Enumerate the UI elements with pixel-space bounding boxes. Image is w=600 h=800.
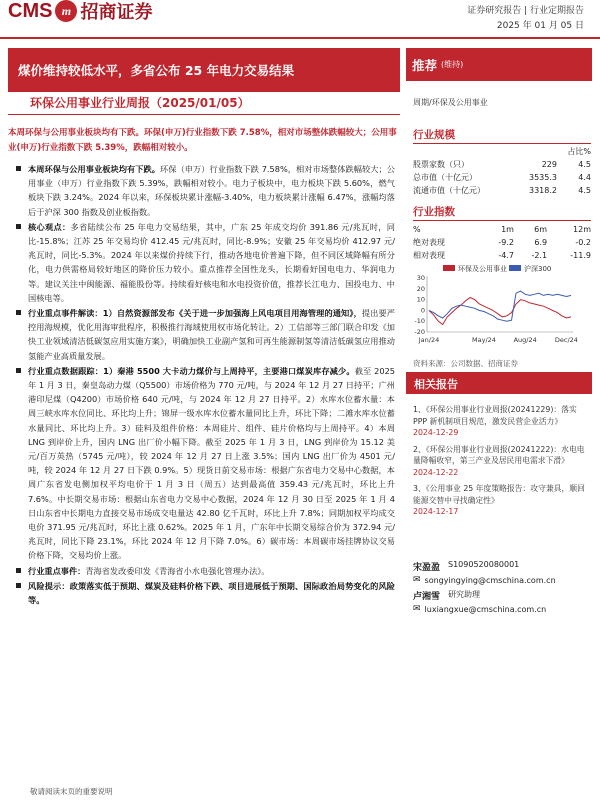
bullet-text: 截至 2025 年 1 月 3 日，秦皇岛动力煤（Q5500）市场价格为 770 元/吨，与 2024 年 12 月 27 日持平；广州港印尼煤（Q4200）市场价格 640 元/吨，与 2024 年 12 月 27 日持平。2）水库水位蓄水量：本周三峡水库水位同比、环比均上升；锦屏一级水库水位蓄水量同比上升，环比下降；二滩水库水位蓄水量同比、环比均上升。3）硅料及组件价格：本周硅片、组件、硅片价格均与上周持平。4）本周 LNG 到岸价上升，国内 LNG 出厂价小幅下降。截至 2025 年 1 月 3 日，LNG 到岸价为 15.12 美元/百万英热（5745 元/吨），较 2024 年 12 月 27 日上涨 3.5%；国内 LNG 出厂价为 4501 元/吨，较 2024 年 12 月 27 日下跌 0.9%。5）现货日前交易市场：根据广东省电力交易中心数据，本周广东省发电侧加权平均电价于 1 月 3 日（周五）达到最高值 359.43 元/兆瓦时，环比上升 7.6%。中长期交易市场：根据山东省电力交易中心数据，2024 年 12 月 30 日至 2025 年 1 月 4 日山东省中长期电力直接交易市场成交电量达 42.80 亿千瓦时，环比上升 7.8%；同期加权平均成交电价 371.95 元/兆瓦时，环比上涨 0.62%。2025 年 1 月，广东年中长期交易综合价为 372.94 元/兆瓦时，同比下降 23.1%，环比 2024 年 12 月下降 7.0%。6）碳市场：本周碳市场挂牌协议交易价格下降，交易均价上涨。 — [28, 365, 395, 561]
bullet-item — [28, 162, 395, 219]
industry-index-title: 行业指数 — [413, 206, 455, 218]
table-row: 绝对表现 -9.2 6.9 -0.2 — [413, 238, 591, 247]
bullet-bold: 核心观点： — [28, 221, 71, 232]
analyst-row — [413, 589, 591, 602]
industry-scale-table — [413, 145, 591, 197]
legend-label: 沪深300 — [524, 265, 552, 273]
report-subtitle: 环保公用事业行业周报（2025/01/05） — [30, 96, 250, 110]
bullet-text: 环保（申万）行业指数下跌 7.58%，相对市场整体跌幅较大；公用事业（申万）行业指数下跌 5.39%，跌幅相对较小。电力子板块中，电力板块下跌 5.60%，燃气板块下跌 3.24%。2024 年以来，环保板块累计涨幅-3.40%，电力板块累计涨幅 6.47%，涨幅均落后于沪深 300 指数及创业板指数。 — [28, 164, 395, 217]
related-report-date: 2024-12-29 — [413, 428, 459, 437]
report-title: 煤价维持较低水平，多省公布 25 年电力交易结果 — [8, 48, 400, 92]
table-row: 总市值（十亿元） 3535.3 4.4 — [413, 173, 591, 182]
x-tick-label: May/24 — [472, 336, 496, 344]
report-body — [28, 162, 395, 608]
bullet-item — [28, 306, 395, 363]
bullet-item — [28, 579, 395, 607]
scale-col-header: 占比% — [567, 147, 591, 156]
bullet-bold: 行业重点事件： — [28, 565, 86, 576]
analyst-email-row — [413, 573, 591, 587]
related-reports-list — [413, 404, 591, 523]
related-report-title: 2、《环保公用事业行业周报(20241222)：水电电量降幅收窄，第三产业及居民用电需求下滑》 — [413, 444, 585, 465]
bullet-text: 青海省发改委印发《青海省小水电强化管理办法》。 — [85, 565, 270, 576]
related-report-date: 2024-12-17 — [413, 507, 459, 516]
related-reports-title: 相关报告 — [414, 378, 458, 391]
analyst-row — [413, 560, 591, 573]
summary-paragraph: 本周环保与公用事业板块均有下跌。环保(申万)行业指数下跌 7.58%，相对市场整体跌幅较大；公用事业(申万)行业指数下跌 5.39%，跌幅相对较小。 — [8, 128, 397, 153]
analyst-id: S1090520080001 — [448, 560, 520, 569]
y-tick-label: -20 — [414, 328, 425, 336]
bullet-bold: 行业重点事件解读：1）自然资源部发布《关于进一步加强海上风电项目用海管理的通知》， — [28, 308, 362, 319]
subtitle-divider — [8, 114, 400, 115]
industry-index-table — [413, 223, 591, 262]
y-tick-label: 30 — [416, 274, 425, 283]
rating-label: 推荐 — [412, 57, 438, 73]
document-type: 证券研究报告 | 行业定期报告 — [467, 6, 584, 16]
table-row: 相对表现 -4.7 -2.1 -11.9 — [413, 251, 591, 260]
company-logo — [8, 0, 152, 22]
analyst-name: 宋盈盈 — [413, 563, 441, 573]
legend-swatch — [443, 265, 455, 271]
bullet-text: 提出要严控用海规模，优化用海审批程序，积极推行海域使用权市场化转让。2）工信部等三部门联合印发《加快工业领域清洁低碳氢应用实施方案》，明确加快工业副产氢和可再生能源制氢等清洁低碳氢应用推动氢能产业高质量发展。 — [28, 308, 395, 361]
y-tick-label: 0 — [420, 306, 425, 315]
related-report-date: 2024-12-22 — [413, 467, 459, 477]
chart-source: 资料来源：公司数据、招商证券 — [413, 359, 518, 368]
mail-icon: ✉ — [413, 604, 421, 614]
analyst-block — [413, 560, 591, 616]
footer-note: 敬请阅读末页的重要说明 — [30, 787, 113, 796]
table-row: 流通市值（十亿元） 3318.2 4.5 — [413, 186, 591, 195]
y-tick-label: 20 — [416, 284, 425, 293]
related-report-item[interactable] — [413, 404, 591, 439]
related-report-item[interactable] — [413, 483, 591, 518]
bullet-item — [28, 364, 395, 563]
industry-scale-title: 行业规模 — [413, 129, 455, 141]
analyst-role: 研究助理 — [448, 590, 481, 599]
analyst-email-row — [413, 602, 591, 616]
related-report-title: 3、《公用事业 25 年度策略报告：攻守兼具，顺回能源交替中寻找确定性》 — [413, 484, 585, 505]
x-tick-label: Jan/24 — [418, 336, 440, 344]
x-tick-label: Dec/24 — [554, 336, 578, 344]
section-divider — [413, 220, 591, 221]
series-line — [429, 298, 571, 325]
bullet-text: 多省陆续公布 25 年电力交易结果，其中，广东 25 年成交均价 391.86 元/兆瓦时，同比-15.8%；江苏 25 年交易均价 412.45 元/兆瓦时，同比-8.9%；安徽 25 年交易均价 412.97 元/兆瓦时，同比-5.3%。2024 年以来煤价持续下行，推动各地电价普遍下降，但不同区域降幅有所分化，电力供需格局较好地区的降价压力较小。重点推荐全国性龙头，长期看好国电电力、华润电力等。建议关注中闽能源、福能股份等。持续看好核电和水电投资价值，推荐长江电力、国投电力、中国核电等。 — [28, 221, 395, 303]
performance-line-chart — [413, 262, 591, 350]
bullet-item — [28, 564, 395, 578]
header-divider — [0, 37, 600, 39]
bullet-bold: 行业重点数据跟踪：1）秦港 5500 大卡动力煤价与上周持平，主要港口煤炭库存减少。 — [28, 365, 355, 376]
mail-icon: ✉ — [413, 575, 421, 585]
x-tick-label: Aug/24 — [513, 336, 537, 344]
rating-note: (维持) — [441, 60, 464, 69]
related-reports-header — [406, 372, 592, 394]
y-tick-label: -10 — [414, 317, 425, 326]
legend-label: 环保及公用事业 — [458, 265, 507, 273]
bullet-bold: 风险提示：政策落实低于预期、煤炭及硅料价格下跌、项目进展低于预期、国际政治局势变化的风险等。 — [28, 580, 395, 606]
analyst-email[interactable]: songyingying@cmschina.com.cn — [424, 575, 556, 585]
report-date: 2025 年 01 月 05 日 — [496, 21, 584, 31]
series-line — [429, 291, 571, 321]
logo-chinese-name: 招商证券 — [80, 2, 153, 23]
rating-badge — [406, 48, 592, 81]
analyst-name: 卢湘雪 — [413, 592, 441, 602]
logo-cms-text: CMS — [8, 0, 53, 22]
related-report-item[interactable] — [413, 444, 591, 479]
related-report-title: 1、《环保公用事业行业周报(20241229)：落实 PPP 新机制项目规范，激发民营企业活力》 — [413, 405, 577, 426]
bullet-item — [28, 220, 395, 305]
y-tick-label: 10 — [416, 295, 425, 304]
analyst-email[interactable]: luxiangxue@cmschina.com.cn — [424, 604, 547, 614]
table-row: 股票家数（只） 229 4.5 — [413, 160, 591, 169]
bullet-bold: 本周环保与公用事业板块均有下跌。 — [28, 164, 161, 174]
industry-category: 周期/环保及公用事业 — [413, 98, 488, 107]
section-divider — [413, 143, 591, 144]
logo-mark-icon: m — [55, 0, 77, 22]
legend-swatch — [509, 265, 521, 271]
table-header-row: % 1m 6m 12m — [413, 225, 591, 234]
